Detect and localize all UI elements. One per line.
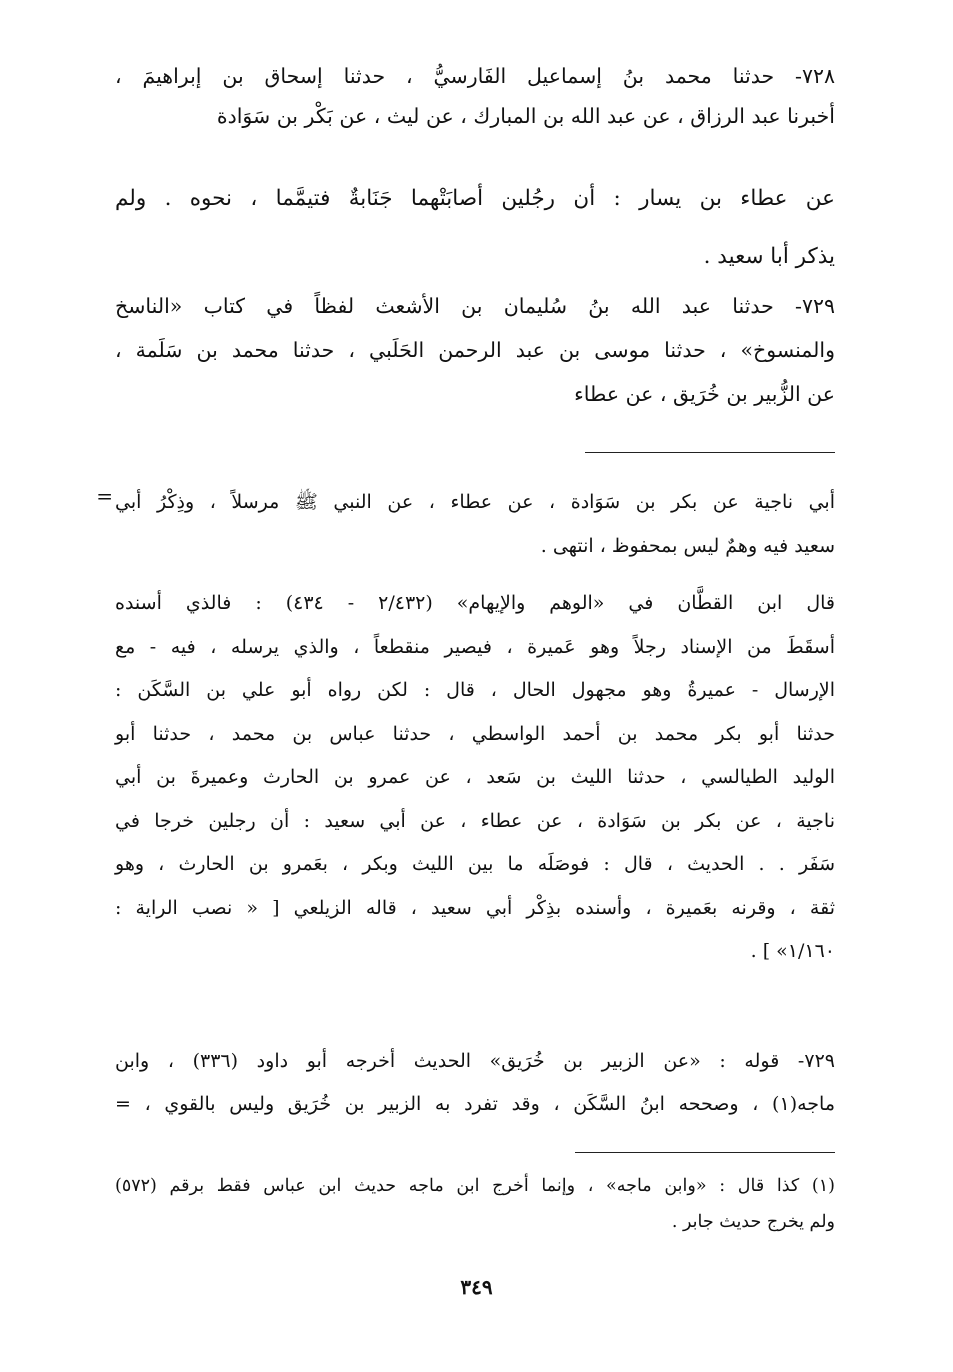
hadith-729: [115, 284, 835, 416]
text-line: ٧٢٨- حدثنا محمد بنُ إسماعيل الفَارسيُّ ، حدثنا إسحاق بن إبراهيمَ ،: [115, 64, 835, 88]
text-line: ثقة ، وقرنه بعَميرة ، وأسنده بذِكْر أبي سعيد ، قاله الزيلعي [ « نصب الراية :: [115, 896, 835, 919]
hadith-728-matn: [115, 170, 835, 286]
text-line: أسقَطَ من الإسناد رجلاً وهو عَميرة ، فيصير منقطعاً ، والذي يرسله ، فيه - مع: [115, 635, 835, 658]
commentary-separator: [585, 452, 835, 453]
footnote-line: ولم يخرج حديث جابر .: [671, 1212, 835, 1232]
text-line: عن الزُّبير بن خُرَيق ، عن عطاء: [574, 382, 835, 406]
text-line: ماجه(١) ، وصححه ابنُ السَّكَن ، وقد تفرد به الزبير بن خُرَيق وليس بالقوي ، =: [115, 1093, 835, 1115]
text-line: يذكر أبا سعيد .: [703, 244, 835, 269]
text-line: سعيد فيه وهمٌ ليس بمحفوظ ، انتهى .: [540, 535, 835, 557]
continuation-marker: =: [96, 484, 113, 508]
text-line: والمنسوخ» ، حدثنا موسى بن عبد الرحمن الحَلَبي ، حدثنا محمد بن سَلَمة ،: [115, 338, 835, 362]
commentary-para-2: [115, 582, 835, 974]
text-line: أخبرنا عبد الرزاق ، عن عبد الله بن المبارك ، عن ليث ، عن بَكْر بن سَوَادة: [216, 104, 835, 128]
text-line: ٧٢٩- حدثنا عبد الله بنُ سُليمان بن الأشعث لفظاً في كتاب «الناسخ: [115, 294, 835, 318]
text-line: عن عطاء بن يسار : أن رجُلين أصابَتْهما جَنَابةٌ فتيمَّما ، نحوه . ولم: [115, 186, 835, 211]
text-line: الإرسال - عميرةُ وهو مجهول الحال ، قال : لكن رواه أبو علي بن السَّكَن :: [115, 679, 835, 701]
text-line: سَفَر . . الحديث ، قال : فوصَلَه ما بين الليث وبكر ، بعَمرو بن الحارث ، وهو: [115, 853, 835, 875]
commentary-para-3: [115, 1040, 835, 1126]
footnote-line: (١) كذا قال : «وابن ماجه» ، وإنما أخرج ابن ماجه حديث ابن عباس فقط برقم (٥٧٢): [115, 1176, 835, 1196]
hadith-728-isnad: [115, 56, 835, 136]
footnote: [115, 1168, 835, 1240]
text-line: ٧٢٩- قوله : «عن الزبير بن خُرَيق» الحديث أخرجه أبو داود (٣٣٦) ، وابن: [115, 1050, 835, 1072]
commentary-para-1: [115, 480, 835, 568]
text-line: ناجية ، عن بكر بن سَوَادة ، عن عطاء ، عن أبي سعيد : أن رجلين خرجا في: [115, 809, 835, 832]
footnote-separator: [575, 1152, 835, 1153]
page-number: ٣٤٩: [460, 1275, 493, 1299]
text-line: حدثنا أبو بكر محمد بن أحمد الواسطي ، حدثنا عباس بن محمد ، حدثنا أبو: [115, 722, 835, 745]
text-line: قال ابن القطَّان في «الوهم والإيهام» (٢/٤٣٢ - ٤٣٤) : فالذي أسنده: [115, 592, 835, 614]
text-line: الوليد الطيالسي ، حدثنا الليث بن سَعد ، عن عمرو بن الحارث وعميرةَ بن أبي: [115, 766, 835, 788]
text-line: أبي ناجية عن بكر بن سَوَادة ، عن عطاء ، عن النبي ﷺ مرسلاً ، وذِكْرُ أبي: [115, 491, 835, 513]
text-line: ١/١٦٠» ] .: [750, 940, 835, 962]
